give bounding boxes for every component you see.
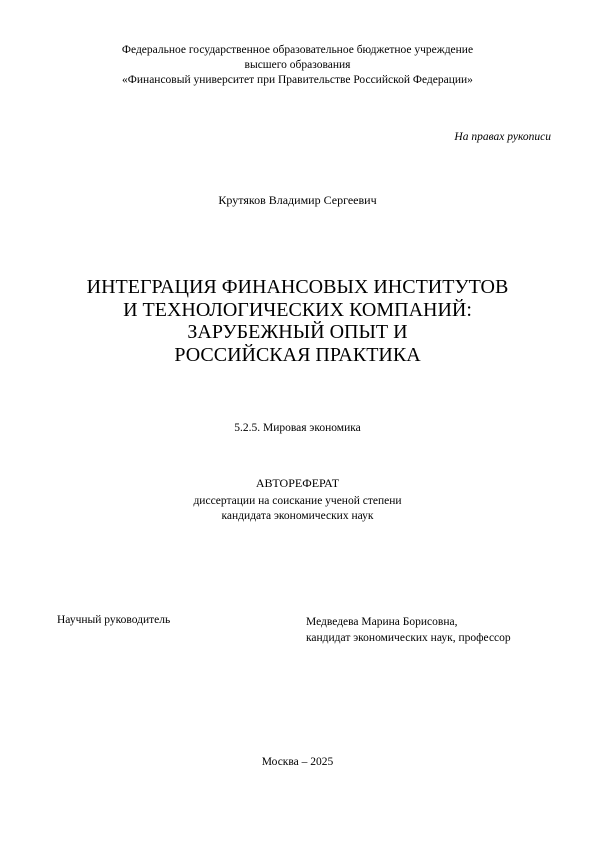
dissertation-title bbox=[0, 276, 595, 366]
supervisor-name: Медведева Марина Борисовна, bbox=[306, 616, 458, 628]
document-type: АВТОРЕФЕРАТ bbox=[255, 476, 340, 490]
institution-line-2: высшего образования bbox=[244, 59, 351, 71]
document-description-line-2: кандидата экономических наук bbox=[221, 510, 374, 522]
author-name: Крутяков Владимир Сергеевич bbox=[218, 193, 377, 207]
supervisor-credentials: кандидат экономических наук, профессор bbox=[306, 632, 511, 644]
manuscript-note: На правах рукописи bbox=[454, 131, 551, 143]
institution-line-3: «Финансовый университет при Правительстве Российской Федерации» bbox=[122, 74, 473, 86]
specialty-code: 5.2.5. Мировая экономика bbox=[234, 422, 361, 434]
title-line-2: И ТЕХНОЛОГИЧЕСКИХ КОМПАНИЙ: bbox=[123, 298, 472, 321]
title-line-1: ИНТЕГРАЦИЯ ФИНАНСОВЫХ ИНСТИТУТОВ bbox=[86, 276, 509, 298]
supervisor-label: Научный руководитель bbox=[57, 614, 171, 626]
city-year: Москва – 2025 bbox=[261, 756, 334, 768]
institution-header bbox=[0, 43, 595, 88]
document-description-line-1: диссертации на соискание ученой степени bbox=[193, 495, 402, 507]
document-description bbox=[0, 494, 595, 524]
title-line-4: РОССИЙСКАЯ ПРАКТИКА bbox=[174, 343, 421, 366]
title-line-3: ЗАРУБЕЖНЫЙ ОПЫТ И bbox=[187, 321, 408, 343]
supervisor-info bbox=[306, 614, 511, 646]
institution-line-1: Федеральное государственное образовательное бюджетное учреждение bbox=[121, 44, 474, 56]
